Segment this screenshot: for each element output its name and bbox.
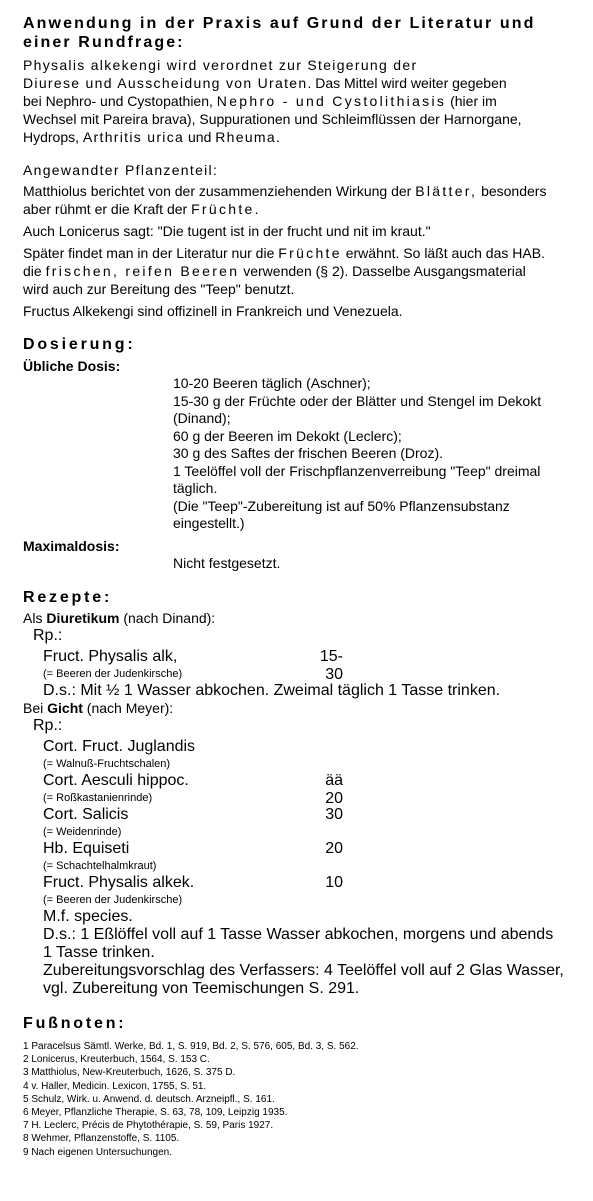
ingredient-quantity: 10 (325, 874, 343, 891)
recipe-ingredient: Cort. Aesculi hippoc. ää 20 (43, 772, 343, 807)
ingredient-quantity: 20 (325, 840, 343, 857)
ingredient-note: (= Weidenrinde) (43, 826, 122, 838)
dose-line: täglich. (173, 480, 218, 496)
page-heading: Anwendung in der Praxis auf Grund der Literatur und einer Rundfrage: (23, 15, 536, 51)
dose-line: 60 g der Beeren im Dekokt (Leclerc); (173, 427, 402, 444)
recipe-directions: D.s.: Mit ½ 1 Wasser abkochen. Zweimal täglich 1 Tasse trinken. (43, 682, 501, 699)
intro-nephro: Nephro - und Cystolithiasis (216, 93, 447, 109)
footnote: 9 Nach eigenen Untersuchungen. (23, 1146, 172, 1158)
plant-part-paragraph-1: Matthiolus berichtet von der zusammenziehenden Wirkung der Blätter, besonders aber rühmt er die Kraft der Früchte. (23, 183, 547, 217)
emph-blaetter: Blätter, (415, 183, 478, 199)
plant-part-paragraph-2: Auch Lonicerus sagt: "Die tugent ist in der frucht und nit im kraut." (23, 223, 431, 239)
dose-line: (Dinand); (173, 410, 231, 426)
plant-part-title: Angewandter Pflanzenteil: (23, 162, 219, 178)
recipe-ingredient: Cort. Fruct. Juglandis (43, 738, 196, 755)
dose-line: eingestellt.) (173, 515, 245, 531)
footnote: 4 v. Haller, Medicin. Lexicon, 1755, S. 51. (23, 1080, 207, 1092)
intro-arthritis: Arthritis urica (82, 129, 185, 145)
footnotes-title: Fußnoten: (23, 1015, 127, 1032)
ingredient-note: (= Roßkastanienrinde) (43, 792, 153, 804)
recipe-ingredient: Hb. Equiseti 20 (43, 840, 343, 857)
recipe-preparation-note: Zubereitungsvorschlag des Verfassers: 4 Teelöffel voll auf 2 Glas Wasser, (43, 962, 564, 979)
intro-line-1: Physalis alkekengi wird verordnet zur Steigerung der (23, 57, 418, 73)
rezepte-title: Rezepte: (23, 589, 113, 606)
recipe-directions: 1 Tasse trinken. (43, 944, 155, 961)
max-dose-value: Nicht festgesetzt. (173, 554, 281, 571)
intro-text: und (188, 129, 212, 145)
footnote: 6 Meyer, Pflanzliche Therapie, S. 63, 78, 109, Leipzig 1935. (23, 1107, 288, 1119)
recipe-indication: Gicht (47, 700, 83, 716)
intro-rheuma: Rheuma. (215, 129, 282, 145)
footnote: 2 Lonicerus, Kreuterbuch, 1564, S. 153 C. (23, 1054, 210, 1066)
intro-text: bei Nephro- und Cystopathien, (23, 93, 213, 109)
recipe-preparation-note: vgl. Zubereitung von Teemischungen S. 291. (43, 980, 360, 997)
emph-fruechte: Früchte (278, 245, 342, 261)
intro-text: (hier im (450, 93, 497, 109)
recipe-rp: Rp.: (33, 717, 63, 734)
footnotes-list (23, 1040, 579, 1159)
footnote: 7 H. Leclerc, Précis de Phytothérapie, S. 59, Paris 1927. (23, 1120, 274, 1132)
recipe-directions: D.s.: 1 Eßlöffel voll auf 1 Tasse Wasser abkochen, morgens und abends (43, 926, 554, 943)
recipe-ingredient: Fruct. Physalis alkek. 10 (43, 874, 343, 891)
ingredient-note: (= Schachtelhalmkraut) (43, 860, 157, 872)
emph-frische-beeren: frischen, reifen Beeren (45, 263, 240, 279)
ingredient-quantity: ää 20 (325, 772, 343, 807)
plant-part-paragraph-3: Später findet man in der Literatur nur die Früchte erwähnt. So läßt auch das HAB. die frischen, reifen Beeren verwenden (§ 2). Dasselbe Ausgangsmaterial wird auch zur Bereitung des "Teep" benutzt. (23, 245, 545, 297)
ingredient-quantity: 30 (325, 806, 343, 823)
dose-line: 10-20 Beeren täglich (Aschner); (173, 375, 371, 391)
recipe-ingredient: Fruct. Physalis alk, 15-30 (43, 648, 343, 683)
recipe-1-heading: Als Diuretikum (nach Dinand): (23, 610, 216, 626)
intro-paragraph (23, 56, 579, 146)
footnote: 3 Matthiolus, New-Kreuterbuch, 1626, S. 375 D. (23, 1067, 236, 1079)
recipe-mf: M.f. species. (43, 908, 133, 925)
intro-text: Hydrops, (23, 129, 80, 145)
dosierung-title: Dosierung: (23, 336, 136, 353)
usual-dose-label: Übliche Dosis: (23, 358, 121, 374)
ingredient-note: (= Walnuß-Fruchtschalen) (43, 758, 171, 770)
footnote: 8 Wehmer, Pflanzenstoffe, S. 1105. (23, 1133, 180, 1145)
dose-line: 15-30 g der Früchte oder der Blätter und Stengel im Dekokt (173, 392, 542, 409)
intro-diurese: Diurese und Ausscheidung von Uraten (23, 75, 308, 91)
ingredient-note: (= Beeren der Judenkirsche) (43, 894, 183, 906)
document (23, 14, 579, 1159)
ingredient-quantity: 15-30 (319, 648, 343, 683)
dose-line: 1 Teelöffel voll der Frischpflanzenverreibung "Teep" dreimal (173, 462, 541, 479)
max-dose-label: Maximaldosis: (23, 537, 120, 554)
plant-part-paragraph-4: Fructus Alkekengi sind offizinell in Frankreich und Venezuela. (23, 303, 403, 319)
intro-text: . Das Mittel wird weiter gegeben (307, 75, 507, 91)
footnote: 1 Paracelsus Sämtl. Werke, Bd. 1, S. 919, Bd. 2, S. 576, 605, Bd. 3, S. 562. (23, 1041, 359, 1052)
recipe-indication: Diuretikum (46, 610, 120, 626)
dose-line: 30 g des Saftes der frischen Beeren (Droz). (173, 445, 444, 461)
recipe-rp: Rp.: (33, 627, 63, 644)
footnote: 5 Schulz, Wirk. u. Anwend. d. deutsch. Arzneipfl., S. 161. (23, 1093, 275, 1105)
usual-dose-list (173, 375, 579, 533)
intro-text: Wechsel mit Pareira brava), Suppurationen und Schleimflüssen der Harnorgane, (23, 111, 522, 127)
ingredient-note: (= Beeren der Judenkirsche) (43, 668, 183, 680)
recipe-ingredient: Cort. Salicis 30 (43, 806, 343, 823)
recipe-2-heading: Bei Gicht (nach Meyer): (23, 700, 174, 716)
dose-line: (Die "Teep"-Zubereitung ist auf 50% Pflanzensubstanz (173, 497, 510, 514)
emph-fruechte: Früchte. (191, 201, 261, 217)
